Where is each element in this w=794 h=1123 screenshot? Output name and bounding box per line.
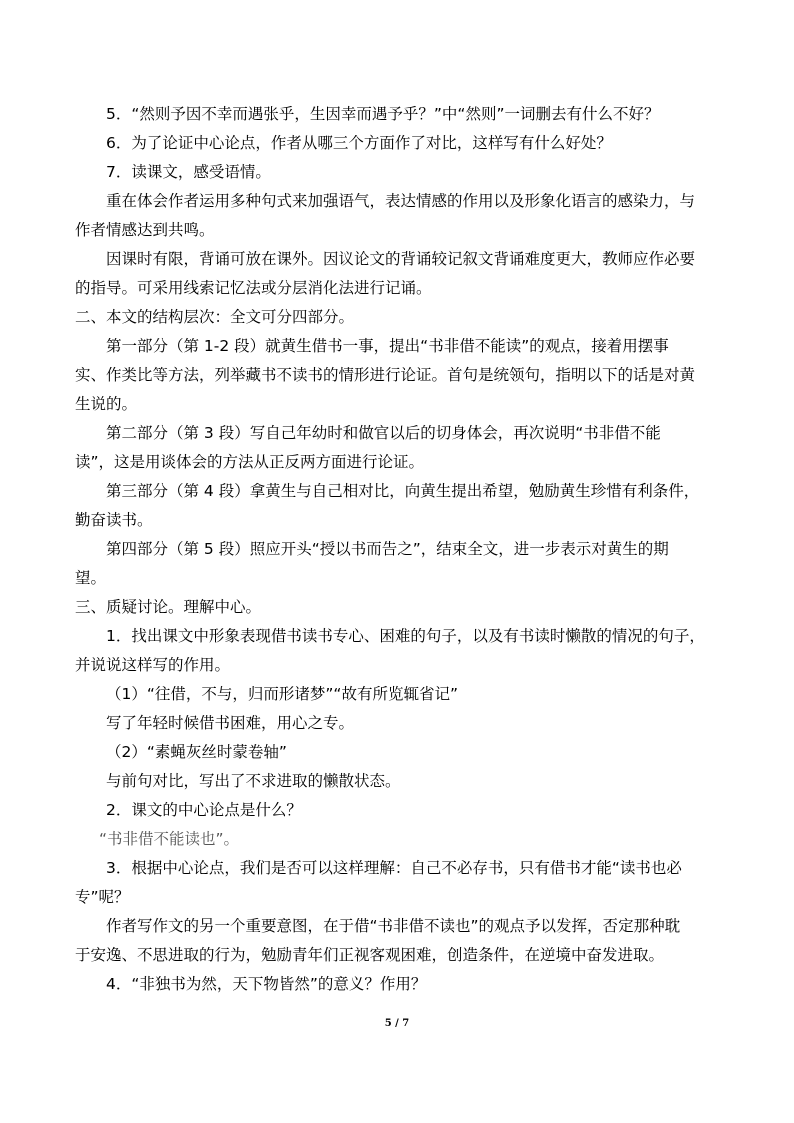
- text-line-16: 第四部分（第 5 段）照应开头“授以书而告之”，结束全文，进一步表示对黄生的期: [106, 540, 669, 558]
- text-line-1: 5．“然则予因不幸而遇张乎，生因幸而遇予乎？”中“然则”一词删去有什么不好？: [106, 105, 660, 123]
- text-line-28: 专”呢？: [75, 888, 130, 906]
- text-line-15: 勤奋读书。: [75, 511, 153, 529]
- text-line-26: “书非借不能读也”。: [99, 830, 240, 848]
- text-line-19: 1．找出课文中形象表现借书读书专心、困难的句子，以及有书读时懒散的情况的句子，: [106, 627, 705, 645]
- text-line-29: 作者写作文的另一个重要意图，在于借“书非借不读也”的观点予以发挥，否定那种耽: [106, 917, 681, 935]
- text-line-3: 7．读课文，感受语情。: [106, 163, 271, 181]
- text-line-22: 写了年轻时候借书困难，用心之专。: [106, 714, 355, 732]
- text-line-17: 望。: [75, 569, 107, 587]
- text-line-31: 4．“非独书为然，天下物皆然”的意义？作用？: [106, 975, 427, 993]
- section-heading-structure: 二、本文的结构层次：全文可分四部分。: [75, 308, 355, 326]
- text-line-14: 第三部分（第 4 段）拿黄生与自己相对比，向黄生提出希望，勉励黄生珍惜有利条件，: [106, 482, 700, 500]
- text-line-4: 重在体会作者运用多种句式来加强语气，表达情感的作用以及形象化语言的感染力，与: [106, 192, 696, 210]
- text-line-7: 的指导。可采用线索记忆法或分层消化法进行记诵。: [75, 279, 432, 297]
- text-line-25: 2．课文的中心论点是什么？: [106, 801, 302, 819]
- section-heading-discussion: 三、质疑讨论。理解中心。: [75, 598, 262, 616]
- text-line-21: （1）“往借，不与，归而形诸梦”“故有所览辄省记”: [106, 685, 458, 703]
- text-line-9: 第一部分（第 1-2 段）就黄生借书一事，提出“书非借不能读”的观点，接着用摆事: [106, 337, 669, 355]
- text-line-13: 读”，这是用谈体会的方法从正反两方面进行论证。: [75, 453, 425, 471]
- text-line-27: 3．根据中心论点，我们是否可以这样理解：自己不必存书，只有借书才能“读书也必: [106, 859, 682, 877]
- text-line-12: 第二部分（第 3 段）写自己年幼时和做官以后的切身体会，再次说明“书非借不能: [106, 424, 661, 442]
- text-line-5: 作者情感达到共鸣。: [75, 221, 215, 239]
- text-line-30: 于安逸、不思进取的行为，勉励青年们正视客观困难，创造条件，在逆境中奋发进取。: [75, 946, 665, 964]
- text-line-2: 6．为了论证中心论点，作者从哪三个方面作了对比，这样写有什么好处？: [106, 134, 612, 152]
- text-line-23: （2）“素蝇灰丝时蒙卷轴”: [106, 743, 287, 761]
- text-line-24: 与前句对比，写出了不求进取的懒散状态。: [106, 772, 401, 790]
- text-line-6: 因课时有限，背诵可放在课外。因议论文的背诵较记叙文背诵难度更大，教师应作必要: [106, 250, 696, 268]
- text-line-20: 并说说这样写的作用。: [75, 656, 231, 674]
- page-number: 5 / 7: [384, 1018, 410, 1029]
- text-line-11: 生说的。: [75, 395, 138, 413]
- text-line-10: 实、作类比等方法，列举藏书不读书的情形进行论证。首句是统领句，指明以下的话是对黄: [75, 366, 696, 384]
